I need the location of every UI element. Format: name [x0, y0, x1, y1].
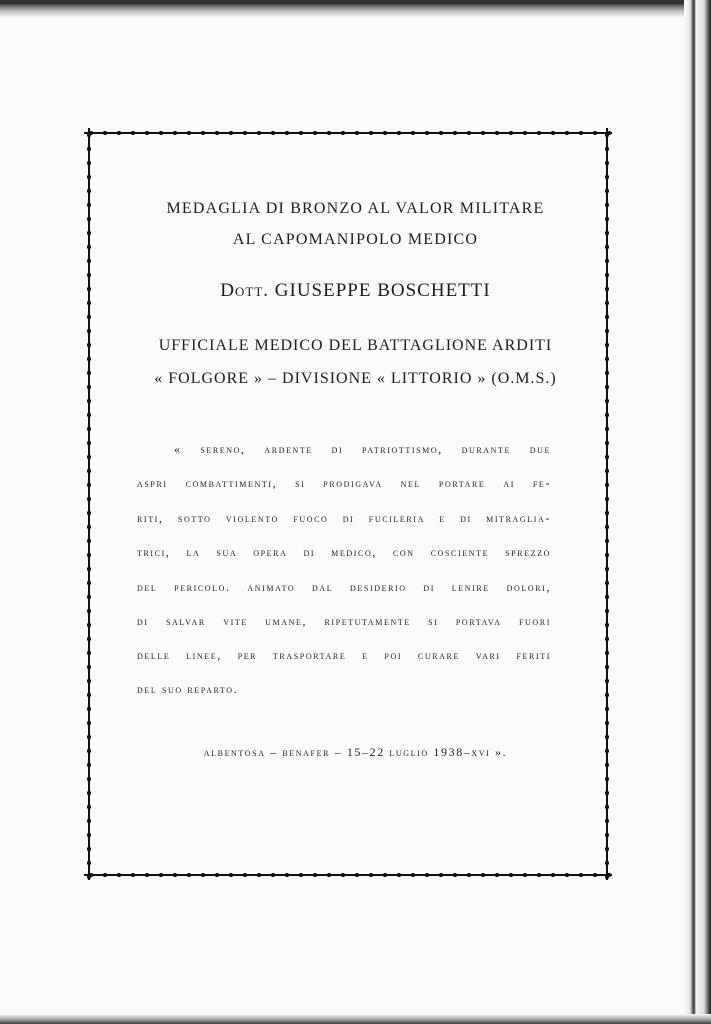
unit-line-2: « FOLGORE » – DIVISIONE « LITTORIO » (O.M.S.) [154, 370, 557, 387]
citation-line: trici, la sua opera di medico, con cosciente sprezzo [137, 545, 551, 559]
citation-line: di salvar vite umane, ripetutamente si portava fuori [137, 614, 551, 628]
citation-line: del suo reparto. [137, 682, 239, 696]
recipient-name-line [0, 280, 711, 302]
citation-line: del pericolo. animato dal desiderio di lenire dolori, [137, 580, 551, 594]
rank-heading: AL CAPOMANIPOLO MEDICO [232, 231, 479, 248]
medal-heading: MEDAGLIA DI BRONZO AL VALOR MILITARE [166, 200, 545, 217]
recipient-name: GIUSEPPE BOSCHETTI [274, 280, 491, 301]
citation-line: riti, sotto violento fuoco di fucileria e di mitraglia- [137, 511, 551, 525]
unit-line-1: UFFICIALE MEDICO DEL BATTAGLIONE ARDITI [158, 337, 553, 354]
citation-line: aspri combattimenti, si prodigava nel portare ai fe- [137, 476, 551, 490]
name-prefix: Dott. [220, 280, 270, 301]
place-and-date: albentosa – benafer – 15–22 luglio 1938–xvi ». [203, 745, 508, 759]
citation-line: delle linee, per trasportare e poi curare vari feriti [137, 648, 551, 662]
citation-line: « sereno, ardente di patriottismo, durante due [174, 442, 551, 456]
